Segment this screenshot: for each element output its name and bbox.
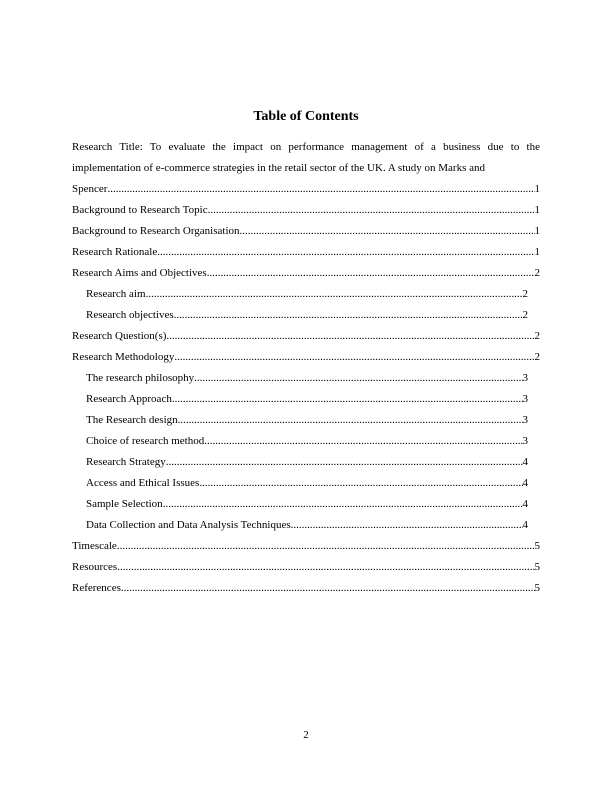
toc-entry-label: The Research design (86, 414, 178, 426)
toc-entry[interactable] (72, 578, 540, 599)
toc-leader-dots (107, 179, 534, 200)
toc-entry-label: Research Approach (86, 393, 172, 405)
toc-entry-label: Data Collection and Data Analysis Techniques (86, 519, 291, 531)
toc-entry[interactable] (72, 347, 540, 368)
toc-leader-dots (163, 494, 523, 515)
toc-entry[interactable] (72, 305, 528, 326)
toc-entry[interactable] (72, 536, 540, 557)
toc-leader-dots (117, 557, 534, 578)
toc-leader-dots (174, 305, 523, 326)
footer-page-number: 2 (303, 729, 309, 741)
toc-entry[interactable] (72, 557, 540, 578)
toc-entry-research-title[interactable] (72, 137, 540, 179)
toc-page-number: 1 (534, 246, 540, 258)
toc-entry[interactable] (72, 473, 528, 494)
toc-page-number: 1 (534, 225, 540, 237)
toc-entry-label: Access and Ethical Issues (86, 477, 200, 489)
toc-entry[interactable] (72, 263, 540, 284)
toc-leader-dots (194, 368, 522, 389)
toc-leader-dots (121, 578, 535, 599)
toc-leader-dots (208, 200, 535, 221)
toc-page-number: 2 (534, 330, 540, 342)
toc-leader-dots (166, 326, 534, 347)
toc-leader-dots (157, 242, 534, 263)
toc-leader-dots (207, 263, 535, 284)
toc-entry-label: Resources (72, 561, 118, 573)
toc-entry[interactable] (72, 200, 540, 221)
toc-page-number: 2 (522, 309, 528, 321)
toc-page-number: 3 (522, 435, 528, 447)
toc-page-number: 2 (534, 351, 540, 363)
toc-entry-label: Background to Research Organisation (72, 225, 240, 237)
toc-entry-label: References (72, 582, 121, 594)
toc-page-number: 2 (522, 288, 528, 300)
toc-entry-label: Timescale (72, 540, 117, 552)
toc-entry[interactable] (72, 284, 528, 305)
toc-entry-list (72, 200, 540, 599)
toc-entry-label: Research Strategy (86, 456, 166, 468)
toc-entry-label-line2: implementation of e-commerce strategies in the retail sector of the UK. A study on Marks and (72, 162, 485, 174)
toc-entry-label: Research objectives (86, 309, 174, 321)
toc-entry-label: The research philosophy (86, 372, 195, 384)
toc-entry-label: Research Aims and Objectives (72, 267, 207, 279)
toc-entry[interactable] (72, 494, 528, 515)
toc-entry[interactable] (72, 368, 528, 389)
toc-leader-dots (178, 410, 523, 431)
toc-entry-label: Choice of research method (86, 435, 205, 447)
toc-entry[interactable] (72, 410, 528, 431)
toc-entry[interactable] (72, 431, 528, 452)
toc-page-number: 4 (522, 519, 528, 531)
toc-entry-label: Research Rationale (72, 246, 158, 258)
toc-leader-dots (291, 515, 523, 536)
toc-page-number: 4 (522, 456, 528, 468)
table-of-contents (72, 137, 540, 599)
toc-entry-research-title-last-line[interactable] (72, 179, 540, 200)
toc-leader-dots (172, 389, 523, 410)
toc-entry-label: Background to Research Topic (72, 204, 208, 216)
toc-leader-dots (146, 284, 523, 305)
toc-entry-label: Research aim (86, 288, 146, 300)
toc-page-number: 1 (534, 183, 540, 195)
toc-entry[interactable] (72, 221, 540, 242)
toc-leader-dots (204, 431, 522, 452)
toc-entry[interactable] (72, 242, 540, 263)
toc-entry[interactable] (72, 515, 528, 536)
toc-entry[interactable] (72, 452, 528, 473)
toc-entry[interactable] (72, 389, 528, 410)
toc-title: Table of Contents (253, 109, 359, 124)
toc-page-number: 5 (534, 540, 540, 552)
toc-page-number: 3 (522, 393, 528, 405)
toc-leader-dots (174, 347, 534, 368)
toc-page-number: 5 (534, 582, 540, 594)
toc-entry-label-line1: Research Title: To evaluate the impact on performance management of a business due to the (72, 141, 540, 153)
toc-leader-dots (199, 473, 522, 494)
toc-page-number: 4 (522, 498, 528, 510)
toc-leader-dots (166, 452, 523, 473)
toc-page-number: 2 (534, 267, 540, 279)
toc-page-number: 1 (534, 204, 540, 216)
toc-entry-label: Sample Selection (86, 498, 163, 510)
toc-leader-dots (240, 221, 535, 242)
toc-page-number: 3 (522, 414, 528, 426)
toc-entry-label-line3: Spencer (72, 183, 108, 195)
toc-page-number: 4 (522, 477, 528, 489)
toc-leader-dots (117, 536, 535, 557)
toc-entry-label: Research Question(s) (72, 330, 167, 342)
toc-entry[interactable] (72, 326, 540, 347)
toc-entry-label: Research Methodology (72, 351, 175, 363)
toc-page-number: 5 (534, 561, 540, 573)
toc-page-number: 3 (522, 372, 528, 384)
